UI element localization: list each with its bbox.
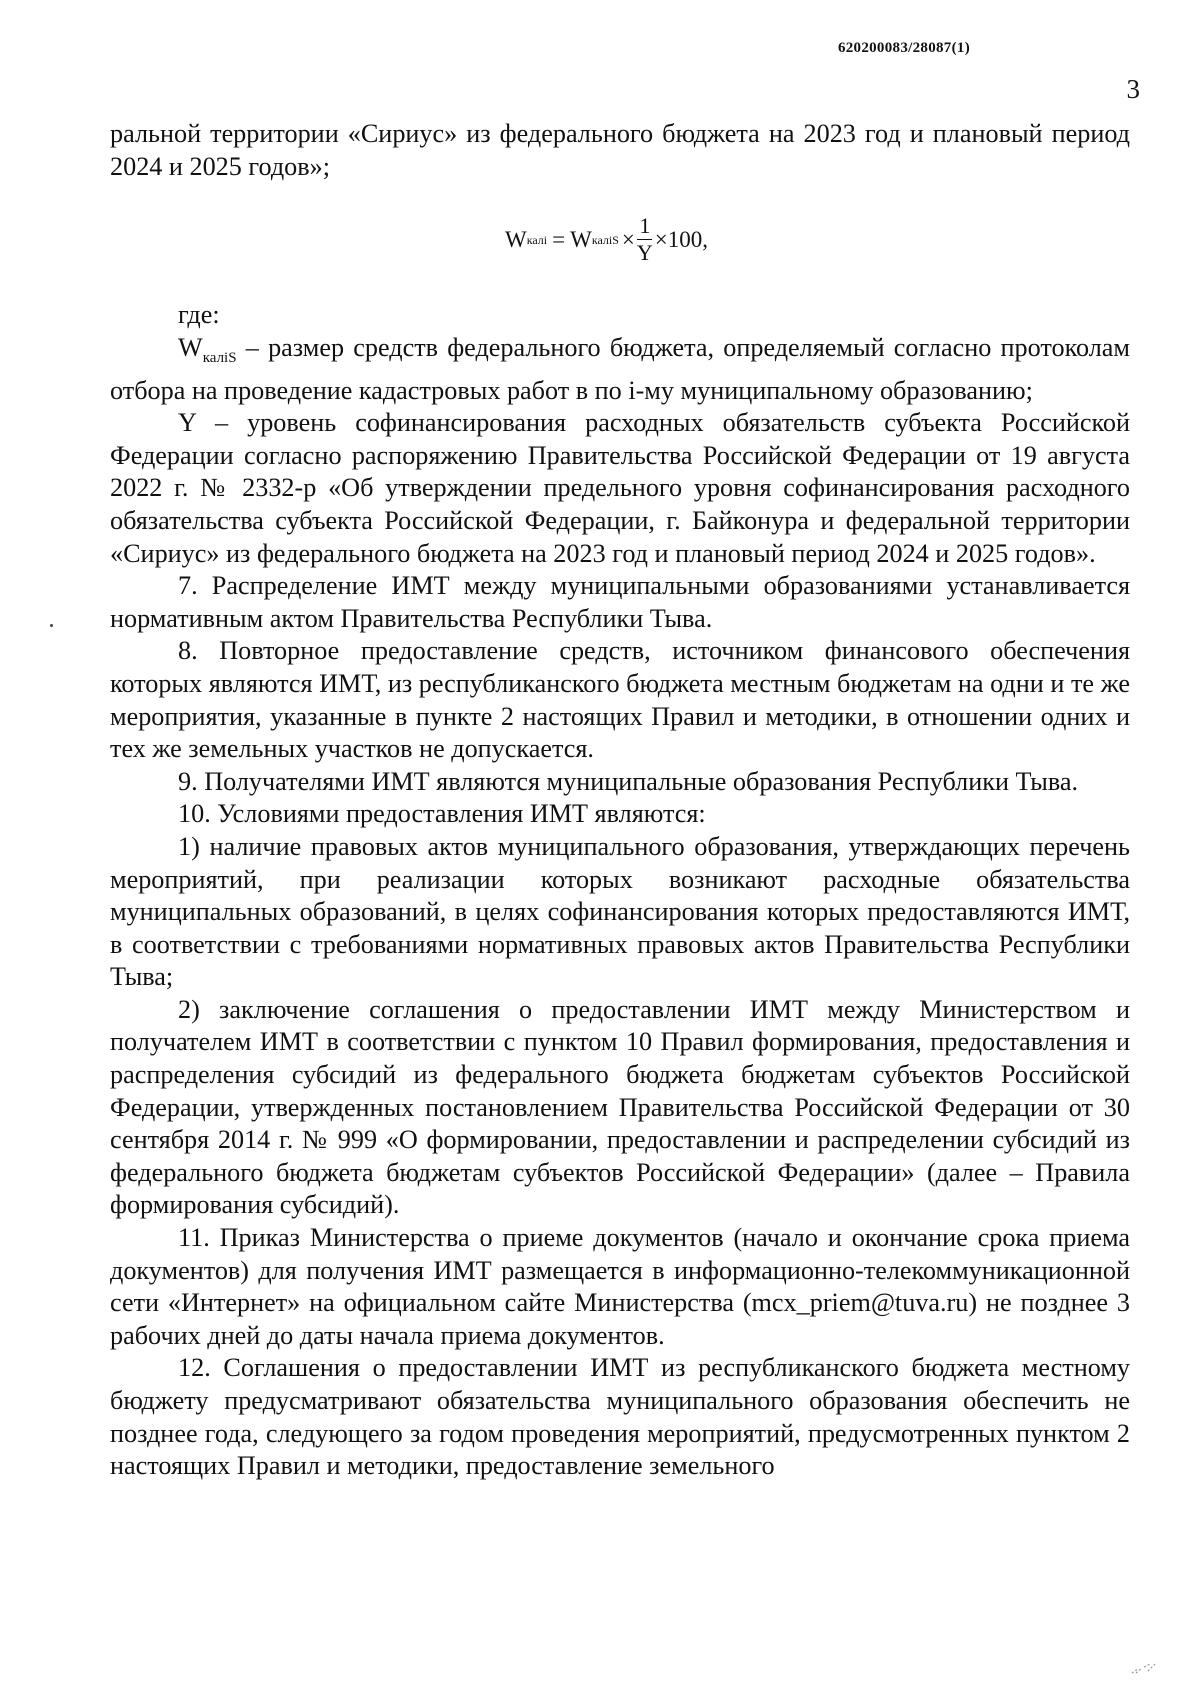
paragraph-item-11: 11. Приказ Министерства о приеме документов (начало и окончание срока приема документов) для получения ИМТ размещается в информационно-телекоммуникационной сети «Интернет» на официальном сайте Министерства (mcx_priem@tuva.ru) не позднее 3 рабочих дней до даты начала приема документов. (110, 1223, 1130, 1350)
formula-fraction-denominator: Y (636, 240, 653, 266)
formula-lhs-subscript: калi (526, 232, 548, 247)
paragraph-item-10: 10. Условиями предоставления ИМТ являются: (178, 799, 706, 829)
paragraph-item-12: 12. Соглашения о предоставлении ИМТ из республиканского бюджета местному бюджету предусматривают обязательства муниципального образования обеспечить не позднее года, следующего за годом проведения мероприятий, предусмотренных пунктом 2 настоящих Правил и методики, предоставление земельного (110, 1353, 1130, 1481)
document-registration-number: 620200083/28087(1) (837, 40, 970, 56)
definition-w-subscript: калiS (202, 350, 237, 367)
scan-margin-dot (50, 624, 53, 627)
paragraph-item-9: 9. Получателями ИМТ являются муниципальные образования Республики Тыва. (178, 766, 1079, 796)
paragraph-item-10-2: 2) заключение соглашения о предоставлении ИМТ между Министерством и получателем ИМТ в соответствии с пунктом 10 Правил формирования, предоставления и распределения субсидий из федерального бюджета бюджетам субъектов Российской Федерации, утвержденных постановлением Правительства Российской Федерации от 30 сентября 2014 г. № 999 «О формировании, предоставлении и распределении субсидий из федерального бюджета бюджетам субъектов Российской Федерации» (далее – Правила формирования субсидий). (110, 994, 1130, 1220)
document-body (110, 118, 1130, 1483)
paragraph-item-8: 8. Повторное предоставление средств, источником финансового обеспечения которых являются ИМТ, из республиканского бюджета местным бюджетам на одни и те же мероприятия, указанные в пункте 2 настоящих Правил и методики, в отношении одних и тех же земельных участков не допускается. (110, 636, 1130, 764)
scan-artifact-icon (1130, 1659, 1158, 1675)
formula-rhs: W (570, 227, 592, 253)
formula-expression (505, 215, 708, 264)
formula-equals: = (552, 227, 566, 253)
definition-w-text: – размер средств федерального бюджета, определяемый согласно протоколам отбора на проведение кадастровых работ в по i-му муниципальному образованию; (110, 332, 1130, 405)
formula-lhs: W (505, 227, 527, 253)
formula-rhs-subscript: калiS (591, 232, 619, 247)
formula (110, 183, 1130, 299)
paragraph-definition-w (110, 332, 1130, 407)
formula-times-sign: × (621, 227, 635, 253)
paragraph-where: где: (178, 300, 220, 330)
formula-times-hundred: ×100 (654, 227, 703, 253)
formula-fraction (637, 215, 653, 264)
paragraph-continuation: ральной территории «Сириус» из федерального бюджета на 2023 год и плановый период 2024 и 2025 годов»; (110, 119, 1130, 181)
paragraph-item-10-1: 1) наличие правовых актов муниципального образования, утверждающих перечень мероприятий, при реализации которых возникают расходные обязательства муниципальных образований, в целях софинансирования которых предоставляются ИМТ, в соответствии с требованиями нормативных правовых актов Правительства Республики Тыва; (110, 831, 1130, 992)
paragraph-definition-y: Y – уровень софинансирования расходных обязательств субъекта Российской Федерации согласно распоряжению Правительства Российской Федерации от 19 августа 2022 г. № 2332-р «Об утверждении предельного уровня софинансирования расходного обязательства субъекта Российской Федерации, г. Байконура и федеральной территории «Сириус» из федерального бюджета на 2023 год и плановый период 2024 и 2025 годов». (110, 408, 1130, 568)
paragraph-item-7: 7. Распределение ИМТ между муниципальными образованиями устанавливается нормативным актом Правительства Республики Тыва. (110, 571, 1130, 633)
page-number: 3 (1126, 74, 1140, 104)
definition-w-symbol: W (178, 332, 203, 362)
formula-trailing-comma: , (702, 227, 709, 253)
formula-fraction-numerator: 1 (639, 213, 651, 239)
